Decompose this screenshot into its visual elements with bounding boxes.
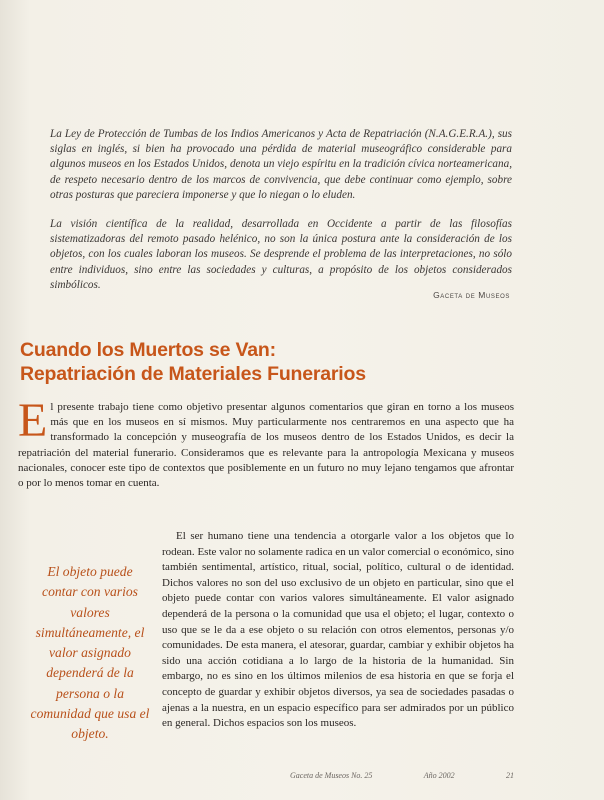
lead-paragraph <box>18 394 514 491</box>
article-title-line-2: Repatriación de Materiales Funerarios <box>20 363 366 385</box>
intro-epigraph <box>50 127 512 307</box>
page-number: 21 <box>505 771 514 780</box>
body-paragraph: El ser humano tiene una tendencia a otorgarle valor a los objetos que lo rodean. Este valor no solamente radica en un valor comercial o económico, sino también sentimental, artístico, ritual, social, político, cultural o de identidad. Dichos valores no son del uso exclusivo de un objeto en particular, sino que el objeto puede contar con varios valores simultáneamente. El valor asignado dependerá de la persona o la comunidad que usa el objeto; el lugar, contexto o uso que se le da a ese objeto o su relación con otros elementos, personas y/o comunidades. De esta manera, el atesorar, guardar, cambiar y exhibir objetos ha sido una acción cotidiana a lo largo de la historia de la humanidad. Sin embargo, no es sino en los últimos milenios de esa historia en que se forja el concepto de guardar y exhibir objetos diversos, ya sea de sociedades pasadas o ajenas a la nuestra, en un espacio específico para ser admirados por un público en general. Dichos espacios son los museos. <box>162 530 514 730</box>
intro-paragraph-2: La visión científica de la realidad, desarrollada en Occidente a partir de las filosofías sistematizadoras del remoto pasado helénico, no son la única postura ante la consideración de los objetos, con los cuales laboran los museos. Se desprende el problema de las interpretaciones, no sólo entre individuos, sino entre las sociedades y culturas, a propósito de los objetos considerados simbólicos. <box>50 218 512 291</box>
article-title <box>20 338 500 386</box>
drop-cap: E <box>18 394 48 447</box>
intro-source: Gaceta de Museos <box>433 290 510 300</box>
pull-quote: El objeto puede contar con varios valores simultáneamente, el valor asignado dependerá de la persona o la comunidad que usa el objeto. <box>30 564 150 742</box>
page-footer <box>290 771 514 780</box>
intro-paragraph-1: La Ley de Protección de Tumbas de los Indios Americanos y Acta de Repatriación (N.A.G.E.R.A.), sus siglas en inglés, si bien ha provocado una pérdida de material museográfico considerable para algunos museos en los Estados Unidos, denota un viejo espíritu en la tradición cívica norteamericana, de respeto necesario dentro de los marcos de convivencia, que debe continuar como ejemplo, sobre otras posturas que pareciera imponerse y que lo niegan o lo eluden. <box>50 128 512 201</box>
lead-paragraph-text: l presente trabajo tiene como objetivo presentar algunos comentarios que giran en torno a los museos más que en los museos en sí mismos. Muy particularmente nos centraremos en una aspecto que ha transformado la concepción y museografía de los museos dentro de los Estados Unidos, es decir la repatriación del material funerario. Consideramos que es relevante para la antropología Mexicana y museos nacionales, conocer este tipo de contextos que posiblemente en un futuro no muy lejano tengamos que afrontar o por lo menos tomar en cuenta. <box>18 401 514 490</box>
footer-publication: Gaceta de Museos No. 25 <box>290 771 373 780</box>
article-title-line-1: Cuando los Muertos se Van: <box>20 339 276 361</box>
footer-year: Año 2002 <box>423 771 455 780</box>
